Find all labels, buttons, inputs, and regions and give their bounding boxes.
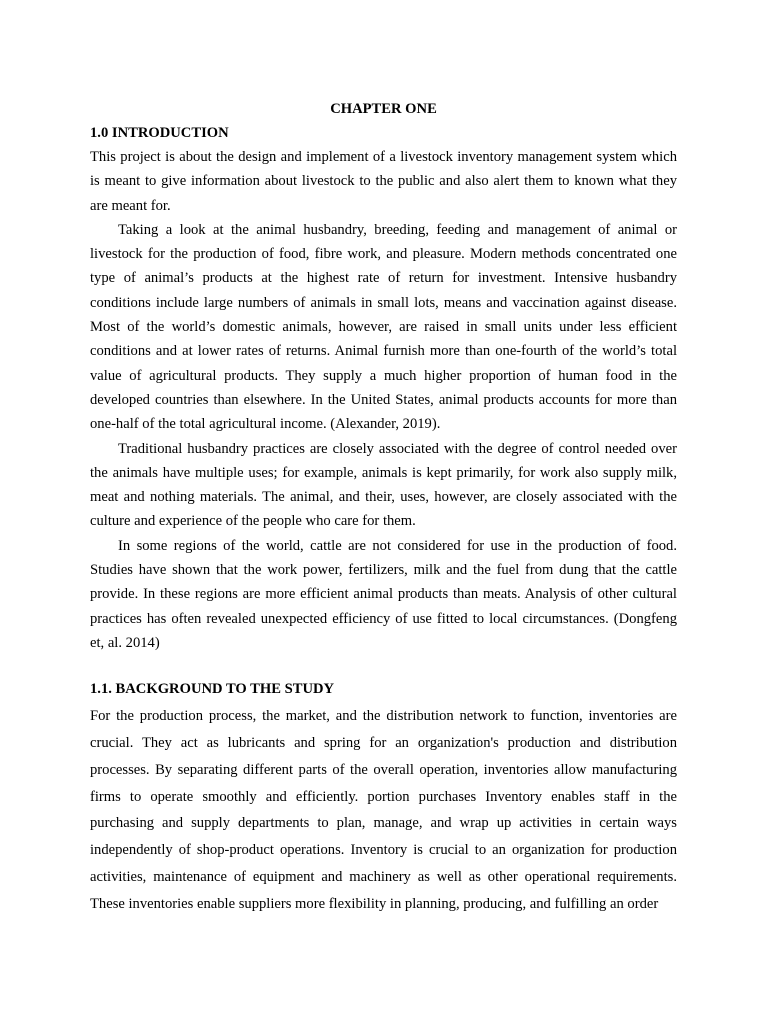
section-heading-background: 1.1. BACKGROUND TO THE STUDY [90,681,335,698]
chapter-title: CHAPTER ONE [330,101,437,117]
paragraph-intro-4: In some regions of the world, cattle are not considered for use in the production of food. Studies have shown that the work power, fertilizers, milk and the fuel from dung that the cattle provide. In these regions are more efficient animal products than meats. Analysis of other cultural practices has often revealed unexpected efficiency of use fitted to local circumstances. (Dongfeng et, al. 2014) [90,537,677,651]
paragraph-intro-3: Traditional husbandry practices are closely associated with the degree of control needed over the animals have multiple uses; for example, animals is kept primarily, for work also supply milk, meat and nothing materials. The animal, and their, uses, however, are closely associated with the culture and experience of the people who care for them. [90,440,677,530]
section-spacer [90,655,677,677]
section-heading-introduction: 1.0 INTRODUCTION [90,125,229,141]
paragraph-intro-2: Taking a look at the animal husbandry, breeding, feeding and management of animal or livestock for the production of food, fibre work, and pleasure. Modern methods concentrated one type of animal’s products at the highest rate of return for investment. Intensive husbandry conditions include large numbers of animals in small lots, means and vaccination against disease. Most of the world’s domestic animals, however, are raised in small units under less efficient conditions and at lower rates of returns. Animal furnish more than one-fourth of the world’s total value of agricultural products. They supply a much higher proportion of human food in the developed countries than elsewhere. In the United States, animal products accounts for more than one-half of the total agricultural income. (Alexander, 2019). [90,221,677,433]
document-page [90,97,677,918]
paragraph-background-1: For the production process, the market, and the distribution network to function, inventories are crucial. They act as lubricants and spring for an organization's production and distribution processes. By separating different parts of the overall operation, inventories allow manufacturing firms to operate smoothly and efficiently. portion purchases Inventory enables staff in the purchasing and supply departments to plan, manage, and wrap up activities in certain ways independently of shop-product operations. Inventory is crucial to an organization for production activities, maintenance of equipment and machinery as well as other operational requirements. These inventories enable suppliers more flexibility in planning, producing, and fulfilling an order [90,708,677,912]
paragraph-intro-1: This project is about the design and implement of a livestock inventory management system which is meant to give information about livestock to the public and also alert them to known what they are meant for. [90,149,677,214]
